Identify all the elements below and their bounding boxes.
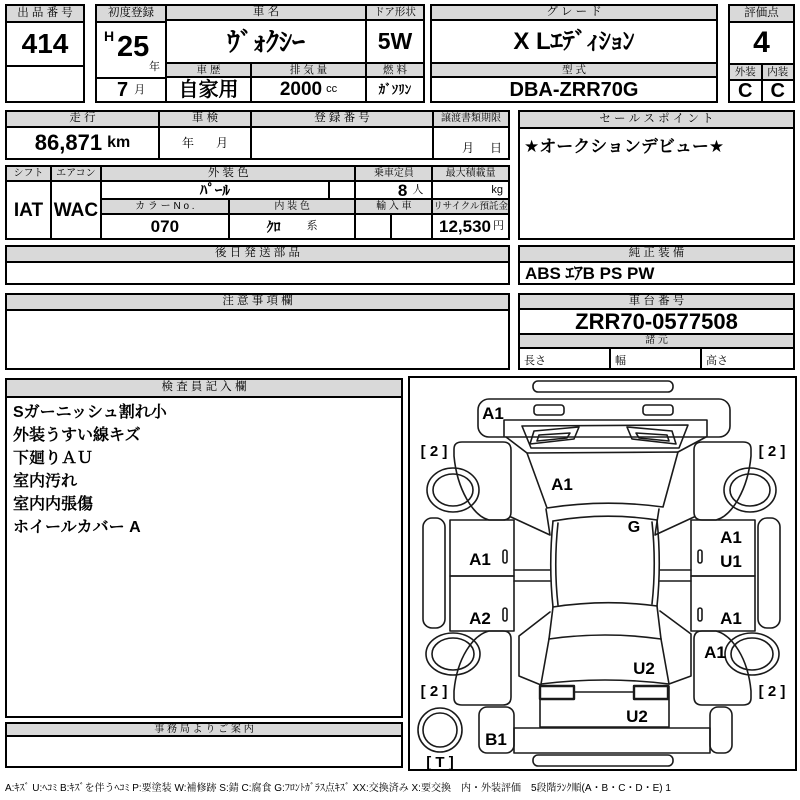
door-shape-value: 5W (367, 21, 423, 64)
interior-color-value: ｸﾛ (266, 218, 281, 235)
mileage-row-box (5, 110, 510, 160)
shift-value: IAT (13, 199, 44, 221)
aircon-value: WAC (53, 199, 99, 221)
tire-depth-rear-left: [ 2 ] (420, 683, 448, 700)
shaken-year-unit: 年 (181, 136, 194, 150)
front-bumper-shape (478, 399, 730, 437)
first-registration-month-cell (97, 79, 165, 101)
score-value: 4 (730, 23, 793, 65)
import-car-cells (356, 215, 431, 238)
damage-label-windshield: A1 (551, 475, 573, 494)
office-info-box (5, 722, 403, 768)
car-damage-diagram (410, 378, 795, 769)
shift-label: シフト (7, 167, 50, 182)
inspector-note: 下廻りＡＵ (13, 450, 94, 467)
spec-length-label: 長さ (520, 349, 611, 368)
history-displacement-headers (167, 64, 365, 78)
damage-label-rear-bumper: B1 (485, 730, 507, 749)
sales-point-box (518, 110, 795, 240)
rear-lip-shape (533, 755, 673, 766)
inspector-note: 室内内張傷 (13, 496, 94, 513)
displacement-label: 排 気 量 (252, 64, 365, 76)
capacity-unit: 人 (412, 183, 424, 196)
door-shape-label: ドア形状 (367, 6, 423, 21)
tire-depth-rear-right: [ 2 ] (758, 683, 786, 700)
specs-cells (520, 349, 793, 368)
sales-point-value: ★オークションデビュー★ (524, 137, 725, 156)
mileage-unit: km (107, 134, 131, 151)
damage-code-legend: A:ｷｽﾞ U:ﾍｺﾐ B:ｷｽﾞを伴うﾍｺﾐ P:要塗装 W:補修跡 S:錆 C:腐食 G:ﾌﾛﾝﾄｶﾞﾗｽ点ｷｽﾞ XX:交換済み X:要交換 内・外装評価 5段階ﾗﾝｸ順(A・B・C・D・E) 1 (5, 783, 671, 794)
mileage-value: 86,871 (34, 130, 103, 155)
year-unit: 年 (149, 61, 160, 73)
roof-shape (551, 521, 553, 607)
left-rocker-shape (423, 518, 445, 628)
damage-label-left-front-door: A1 (469, 550, 491, 569)
model-code-label: 型 式 (432, 64, 716, 78)
colors-col (102, 167, 357, 238)
exterior-color-row (102, 182, 355, 200)
interior-grade-value: C (770, 81, 785, 101)
genuine-equipment-box (518, 245, 795, 285)
damage-label-glass: G (627, 519, 641, 536)
deadline-month-unit: 月 (461, 141, 474, 155)
color-no-label: カ ラ ー N o . (102, 200, 230, 213)
aircon-col (52, 167, 102, 238)
load-recycle-col (433, 167, 508, 238)
shaken-month-unit: 月 (216, 136, 229, 150)
auction-number-label: 出 品 番 号 (7, 6, 83, 23)
exterior-color-extra-cell (330, 182, 355, 198)
sales-point-label: セ ー ル ス ポ イ ン ト (520, 112, 793, 129)
genuine-equipment-value: ABS ｴｱB PS PW (525, 263, 655, 283)
damage-label-tailgate: U2 (626, 707, 648, 726)
auction-number-box (5, 4, 85, 103)
interior-color-label: 内 装 色 (230, 200, 355, 213)
damage-label-right-front-door-1: A1 (720, 528, 742, 547)
max-load-label: 最大積載量 (433, 167, 508, 182)
fuel-value: ｶﾞｿﾘﾝ (378, 82, 412, 97)
registration-no-label: 登 録 番 号 (252, 112, 432, 128)
exterior-color-value: ﾊﾟｰﾙ (102, 182, 330, 198)
score-box (728, 4, 795, 103)
mileage-value-cell (7, 128, 158, 158)
import-car-cell-1 (356, 215, 392, 238)
transfer-deadline-col (434, 112, 508, 158)
tire-depth-front-left: [ 2 ] (420, 443, 448, 460)
cautions-content (7, 311, 508, 368)
car-name-value: ｳﾞｫｸｼｰ (167, 21, 365, 64)
door-fuel-col (367, 6, 423, 101)
exterior-grade-value: C (730, 81, 763, 101)
grade-value: X Lｴﾃﾞｨｼｮﾝ (432, 21, 716, 64)
recycle-deposit-value: 12,530 (439, 217, 491, 236)
inspector-note: Sガーニッシュ割れ小 (13, 404, 167, 421)
windshield-shape (527, 452, 678, 508)
first-registration-col (97, 6, 167, 101)
office-info-content (7, 737, 401, 766)
aircon-label: エアコン (52, 167, 100, 182)
wheel-rear-left (426, 633, 480, 675)
color-no-value: 070 (102, 215, 230, 238)
office-info-label: 事 務 局 よ り ご 案 内 (7, 724, 401, 737)
displacement-unit: cc (326, 83, 338, 95)
wheel-rear-right (725, 633, 779, 675)
era-value: H (104, 28, 115, 44)
right-rocker-shape (758, 518, 780, 628)
damage-label-left-rear-door: A2 (469, 609, 491, 628)
inspector-note: ホイールカバー A (13, 519, 141, 536)
shaken-value-cell (160, 128, 250, 158)
interior-color-suffix: 系 (306, 220, 318, 232)
transfer-deadline-cell (434, 128, 508, 158)
chassis-no-value: ZRR70-0577508 (520, 310, 793, 335)
spare-tire-marker: [ T ] (426, 754, 454, 769)
inspector-notes-content (7, 398, 401, 716)
auction-number-empty (7, 67, 83, 101)
car-name-col (167, 6, 367, 101)
damage-label-right-rear-door: A1 (720, 609, 742, 628)
score-label: 評価点 (730, 6, 793, 23)
grade-box (430, 4, 718, 103)
car-history-label: 車 歴 (167, 64, 252, 76)
chassis-no-box (518, 293, 795, 370)
deadline-day-unit: 日 (489, 141, 502, 155)
registration-no-col (252, 112, 434, 158)
door-handle-icon (698, 550, 702, 563)
right-fender-shape (694, 442, 751, 520)
spec-height-label: 高さ (706, 355, 728, 367)
damage-label-right-quarter: A1 (704, 643, 726, 662)
chassis-no-label: 車 台 番 号 (520, 295, 793, 310)
colorno-interior-values (102, 215, 355, 238)
spare-tire (418, 708, 462, 752)
exterior-grade-label: 外装 (730, 65, 763, 79)
cautions-box (5, 293, 510, 370)
capacity-value: 8 (397, 182, 408, 200)
later-parts-content (7, 263, 508, 283)
exterior-color-label: 外 装 色 (102, 167, 355, 182)
car-history-value: 自家用 (167, 78, 252, 101)
mileage-label: 走 行 (7, 112, 158, 128)
month-value: 7 (116, 79, 129, 101)
door-handle-icon (698, 608, 702, 621)
transfer-deadline-label: 譲渡書類期限 (434, 112, 508, 128)
rear-bumper-shape (514, 728, 710, 753)
capacity-cell (356, 182, 431, 200)
front-lip-shape (533, 381, 673, 392)
spec-width-label: 幅 (611, 349, 702, 368)
rear-bumper-right-shape (710, 707, 732, 753)
car-name-label: 車 名 (167, 6, 365, 21)
history-displacement-values (167, 78, 365, 101)
door-handle-icon (503, 550, 507, 563)
registration-no-value (252, 128, 432, 158)
import-car-label: 輸 入 車 (356, 200, 431, 215)
damage-label-right-front-door-2: U1 (720, 552, 742, 571)
ext-int-values (730, 81, 793, 101)
color-equipment-box (5, 165, 510, 240)
shaken-label: 車 検 (160, 112, 250, 128)
cautions-label: 注 意 事 項 欄 (7, 295, 508, 311)
specs-label: 諸 元 (520, 335, 793, 349)
interior-grade-label: 内装 (763, 65, 794, 79)
inspector-note: 室内汚れ (13, 473, 78, 490)
first-registration-year-cell (97, 23, 165, 79)
first-registration-label: 初度登録 (97, 6, 165, 23)
import-car-cell-2 (392, 215, 431, 238)
grade-label: グ レ ー ド (432, 6, 716, 21)
left-fender-shape (454, 442, 511, 520)
taillight-right-shape (634, 686, 668, 699)
inspector-note: 外装うすい線キズ (13, 427, 141, 444)
mileage-col (7, 112, 160, 158)
capacity-label: 乗車定員 (356, 167, 431, 182)
taillight-left-shape (540, 686, 574, 699)
fuel-label: 燃 料 (367, 64, 423, 78)
auction-number-value: 414 (7, 23, 83, 67)
recycle-deposit-label: リサイクル預託金 (433, 200, 508, 215)
inspector-notes-label: 検 査 員 記 入 欄 (7, 380, 401, 398)
shift-col (7, 167, 52, 238)
max-load-unit: kg (433, 182, 508, 200)
capacity-import-col (356, 167, 433, 238)
damage-diagram-box (408, 376, 797, 771)
month-unit: 月 (134, 83, 146, 96)
model-code-value: DBA-ZRR70G (509, 78, 639, 101)
door-handle-icon (503, 608, 507, 621)
later-parts-box (5, 245, 510, 285)
recycle-deposit-unit: 円 (493, 220, 504, 232)
displacement-value: 2000 (279, 79, 323, 100)
genuine-equipment-label: 純 正 装 備 (520, 247, 793, 263)
later-parts-label: 後 日 発 送 部 品 (7, 247, 508, 263)
interior-color-cell (230, 215, 355, 238)
vehicle-info-box (95, 4, 425, 103)
ext-int-headers (730, 65, 793, 81)
recycle-deposit-cell (433, 215, 508, 238)
tire-depth-front-right: [ 2 ] (758, 443, 786, 460)
year-value: 25 (117, 31, 150, 63)
colorno-interior-headers (102, 200, 355, 215)
damage-label-front-bumper: A1 (482, 404, 504, 423)
displacement-value-cell (252, 78, 365, 101)
inspector-notes-box (5, 378, 403, 718)
damage-label-rear-window: U2 (633, 659, 655, 678)
shaken-col (160, 112, 252, 158)
